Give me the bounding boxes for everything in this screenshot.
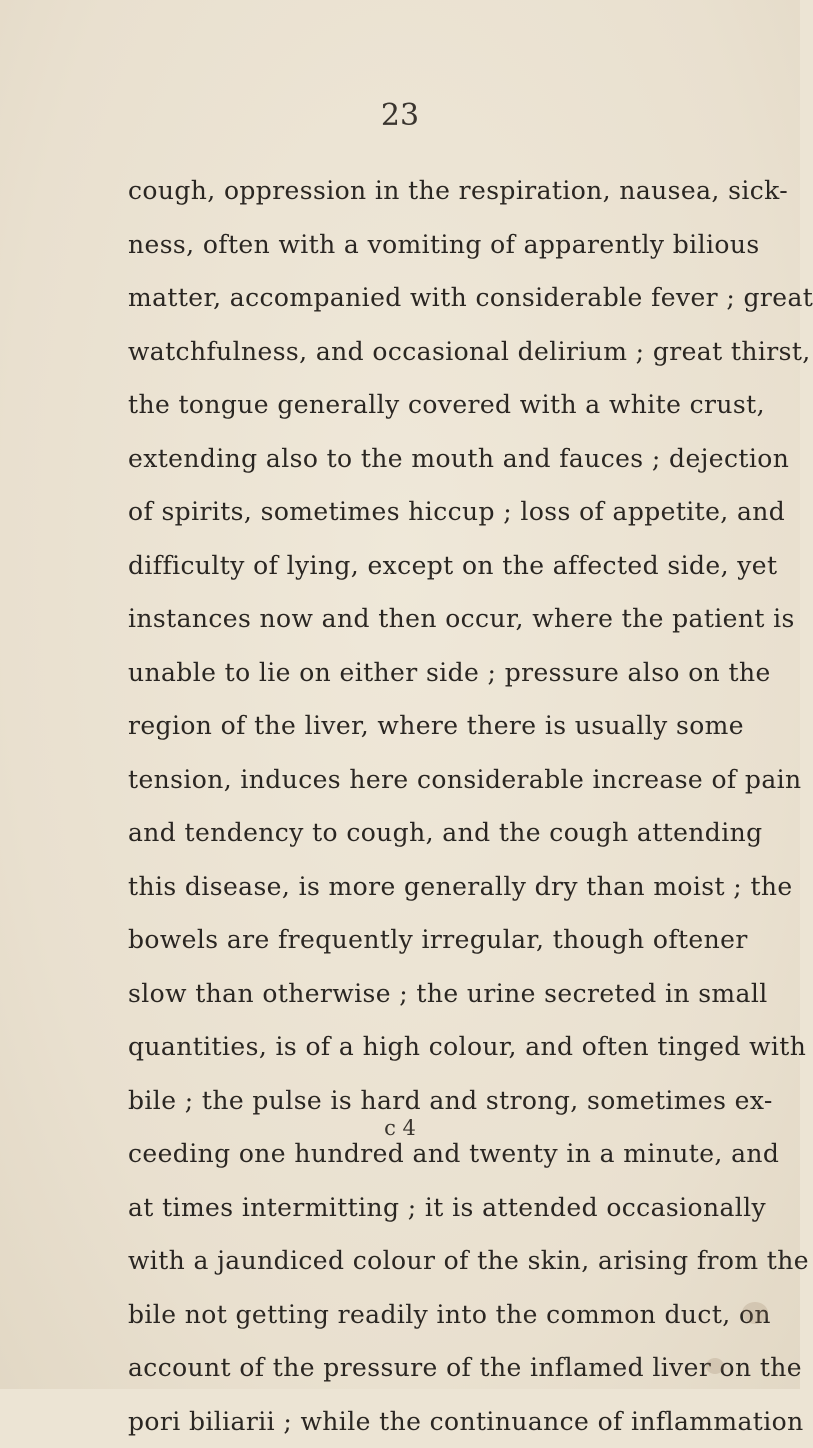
text-line: ness, often with a vomiting of apparently bilious — [128, 218, 674, 272]
text-line: and tendency to cough, and the cough attending — [128, 806, 674, 860]
text-line: region of the liver, where there is usually some — [128, 699, 674, 753]
text-line: of spirits, sometimes hiccup ; loss of appetite, and — [128, 485, 674, 539]
text-line: bile not getting readily into the common duct, on — [128, 1288, 674, 1342]
text-line: at times intermitting ; it is attended occasionally — [128, 1181, 674, 1235]
text-line: matter, accompanied with considerable fever ; great — [128, 271, 674, 325]
text-line: account of the pressure of the inflamed liver on the — [128, 1341, 674, 1395]
text-line: unable to lie on either side ; pressure also on the — [128, 646, 674, 700]
text-line: quantities, is of a high colour, and often tinged with — [128, 1020, 674, 1074]
paper-stain — [742, 1302, 768, 1324]
text-line: bowels are frequently irregular, though oftener — [128, 913, 674, 967]
text-line: difficulty of lying, except on the affected side, yet — [128, 539, 674, 593]
text-line: instances now and then occur, where the patient is — [128, 592, 674, 646]
text-line: cough, oppression in the respiration, nausea, sick- — [128, 164, 674, 218]
body-text — [128, 164, 674, 1448]
text-line: watchfulness, and occasional delirium ; great thirst, — [128, 325, 674, 379]
text-line: this disease, is more generally dry than moist ; the — [128, 860, 674, 914]
text-line: tension, induces here considerable increase of pain — [128, 753, 674, 807]
text-line: extending also to the mouth and fauces ; dejection — [128, 432, 674, 486]
paper-stain — [706, 1358, 724, 1374]
text-line: with a jaundiced colour of the skin, arising from the — [128, 1234, 674, 1288]
text-line: bile ; the pulse is hard and strong, sometimes ex- — [128, 1074, 674, 1128]
text-line: ceeding one hundred and twenty in a minute, and — [128, 1127, 674, 1181]
text-line: slow than otherwise ; the urine secreted in small — [128, 967, 674, 1021]
text-line: the tongue generally covered with a white crust, — [128, 378, 674, 432]
page-number: 23 — [0, 98, 800, 133]
text-line: pori biliarii ; while the continuance of inflammation — [128, 1395, 674, 1448]
signature-mark: c 4 — [0, 1116, 800, 1140]
